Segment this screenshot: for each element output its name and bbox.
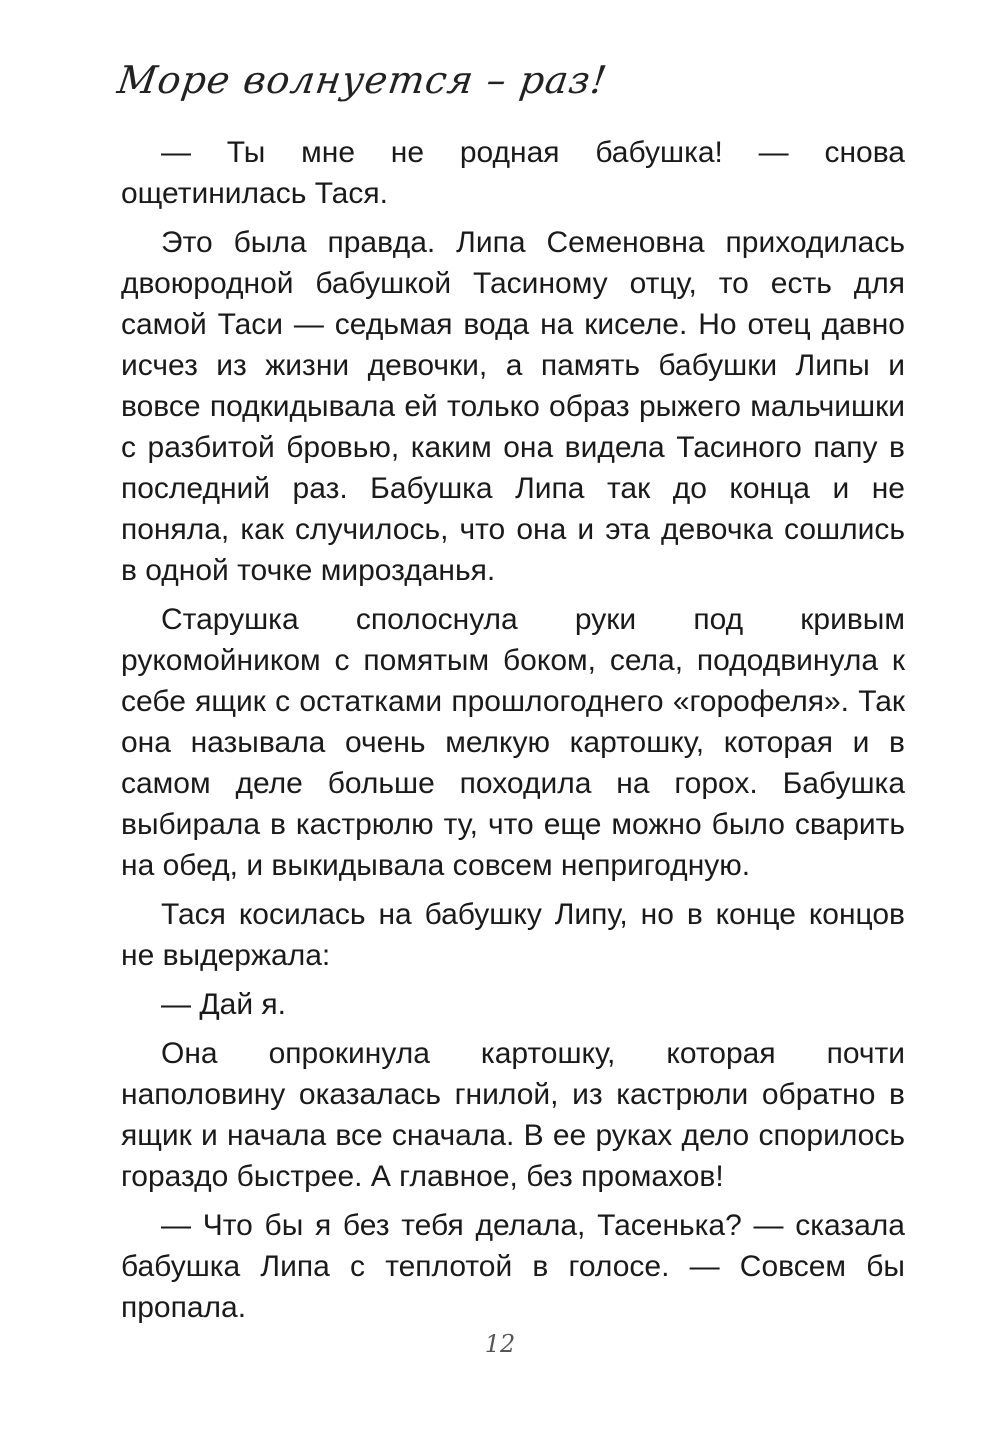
paragraph: Она опрокинула картошку, которая почти наполовину оказалась гнилой, из кастрюли обратно в ящик и начала все сначала. В ее руках дело спорилось гораздо быстрее. А главное, без промахов! <box>121 1037 905 1193</box>
running-title: Море волнуется – раз! <box>114 58 611 102</box>
page-number: 12 <box>484 1330 516 1358</box>
paragraph: — Ты мне не родная бабушка! — снова ощетинилась Тася. <box>121 136 905 210</box>
paragraph: — Что бы я без тебя делала, Тасенька? — сказала бабушка Липа с теплотой в голосе. — Совсем бы пропала. <box>121 1209 905 1324</box>
page-body <box>121 132 905 1336</box>
paragraph: Тася косилась на бабушку Липу, но в конце концов не выдержала: <box>121 898 905 972</box>
paragraph: Это была правда. Липа Семеновна приходилась двоюродной бабушкой Тасиному отцу, то есть для самой Таси — седьмая вода на киселе. Но отец давно исчез из жизни девочки, а память бабушки Липы и вовсе подкидывала ей только образ рыжего мальчишки с разбитой бровью, каким она видела Тасиного папу в последний раз. Бабушка Липа так до конца и не поняла, как случилось, что она и эта девочка сошлись в одной точке мирозданья. <box>121 226 905 587</box>
paragraph: Старушка сполоснула руки под кривым рукомойником с помятым боком, села, пододвинула к себе ящик с остатками прошлогоднего «горофеля». Так она называла очень мелкую картошку, которая и в самом деле больше походила на горох. Бабушка выбирала в кастрюлю ту, что еще можно было сварить на обед, и выкидывала совсем непригодную. <box>121 603 905 882</box>
paragraph: — Дай я. <box>161 988 287 1021</box>
